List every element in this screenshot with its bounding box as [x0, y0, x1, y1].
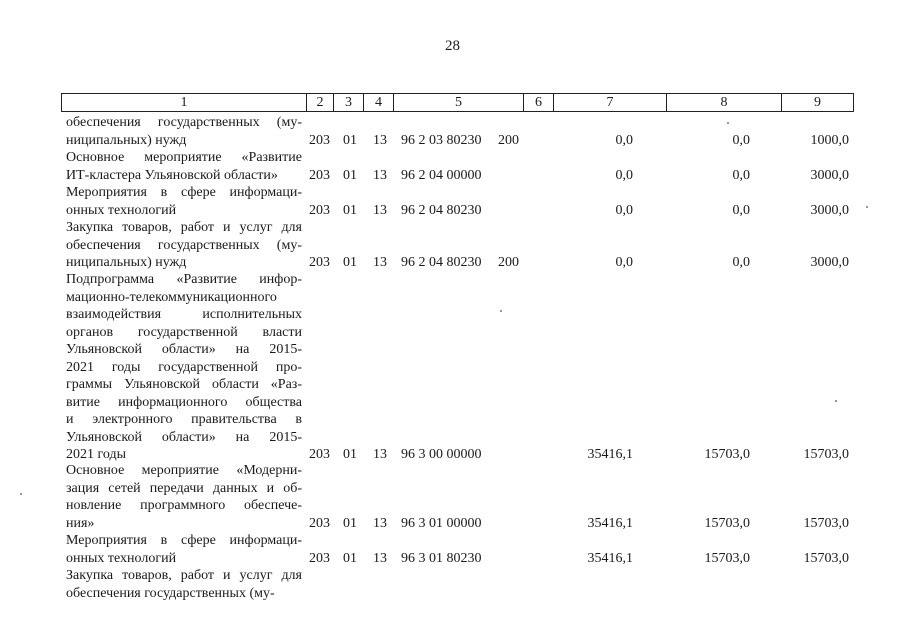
column-header: 5 — [394, 94, 524, 112]
amount-2019: 0,0 — [615, 255, 633, 270]
amount-2021: 3000,0 — [810, 202, 849, 218]
column-header-row — [62, 94, 854, 112]
target-article: 96 3 01 80230 — [401, 550, 482, 566]
amount-2020: 0,0 — [732, 132, 750, 148]
description-line: ИТ-кластера Ульяновской области» — [66, 167, 278, 183]
row-description — [66, 114, 302, 149]
description-line: обеспечения государственных (му- — [66, 115, 302, 130]
admin-code: 203 — [309, 550, 330, 566]
row-description — [66, 149, 302, 184]
row-description — [66, 462, 302, 532]
description-line: органов государственной власти — [66, 324, 302, 340]
description-line: зация сетей передачи данных и об- — [66, 480, 302, 496]
target-article: 96 2 04 00000 — [401, 167, 482, 183]
section-code: 01 — [343, 132, 357, 148]
scan-speck — [727, 122, 729, 124]
target-article: 96 2 04 80230 — [401, 202, 482, 218]
target-article: 96 3 01 00000 — [401, 515, 482, 531]
target-article: 96 3 00 00000 — [401, 447, 482, 462]
description-line: Мероприятия в сфере информаци- — [66, 533, 302, 548]
description-line: Ульяновской области» на 2015- — [66, 342, 302, 357]
subsection-code: 13 — [373, 132, 387, 148]
column-header: 3 — [334, 94, 364, 112]
column-header: 9 — [782, 94, 854, 112]
subsection-code: 13 — [373, 515, 387, 531]
section-code: 01 — [343, 255, 357, 270]
description-line: ниципальных) нужд — [66, 132, 187, 148]
amount-2021: 15703,0 — [803, 515, 849, 531]
description-line: Закупка товаров, работ и услуг для — [66, 568, 302, 583]
admin-code: 203 — [309, 132, 330, 148]
description-line: новление программного обеспече- — [66, 498, 302, 513]
amount-2019: 35416,1 — [587, 550, 633, 566]
description-line: 2021 годы государственной про- — [66, 359, 302, 375]
expense-type: 200 — [498, 255, 519, 270]
subsection-code: 13 — [373, 202, 387, 218]
description-line: и электронного правительства в — [66, 412, 302, 427]
description-line: обеспечения государственных (му- — [66, 237, 302, 253]
amount-2020: 0,0 — [732, 167, 750, 183]
admin-code: 203 — [309, 202, 330, 218]
amount-2019: 0,0 — [615, 202, 633, 218]
description-line: Основное мероприятие «Развитие — [66, 150, 302, 165]
admin-code: 203 — [309, 447, 330, 462]
description-line: Мероприятия в сфере информаци- — [66, 185, 302, 200]
target-article: 96 2 04 80230 — [401, 255, 482, 270]
description-line: онных технологий — [66, 550, 177, 566]
amount-2019: 0,0 — [615, 132, 633, 148]
amount-2021: 15703,0 — [803, 447, 849, 462]
amount-2020: 0,0 — [732, 202, 750, 218]
amount-2020: 15703,0 — [704, 447, 750, 462]
description-line: мационно-телекоммуникационного — [66, 289, 277, 305]
column-header: 1 — [62, 94, 307, 112]
column-header: 2 — [307, 94, 334, 112]
row-description — [66, 532, 302, 567]
amount-2021: 3000,0 — [810, 167, 849, 183]
target-article: 96 2 03 80230 — [401, 132, 482, 148]
subsection-code: 13 — [373, 255, 387, 270]
column-header: 7 — [554, 94, 667, 112]
amount-2020: 0,0 — [732, 255, 750, 270]
subsection-code: 13 — [373, 550, 387, 566]
subsection-code: 13 — [373, 167, 387, 183]
amount-2019: 0,0 — [615, 167, 633, 183]
section-code: 01 — [343, 550, 357, 566]
admin-code: 203 — [309, 515, 330, 531]
description-line: витие информационного общества — [66, 394, 302, 410]
expense-type: 200 — [498, 132, 519, 148]
scan-speck — [500, 310, 502, 312]
description-line: Основное мероприятие «Модерни- — [66, 463, 302, 478]
section-code: 01 — [343, 447, 357, 462]
description-line: Подпрограмма «Развитие инфор- — [66, 272, 302, 287]
amount-2019: 35416,1 — [587, 447, 633, 462]
scan-speck — [20, 493, 22, 495]
admin-code: 203 — [309, 255, 330, 270]
row-description — [66, 184, 302, 219]
amount-2020: 15703,0 — [704, 550, 750, 566]
amount-2019: 35416,1 — [587, 515, 633, 531]
amount-2021: 3000,0 — [810, 255, 849, 270]
section-code: 01 — [343, 202, 357, 218]
description-line: онных технологий — [66, 202, 177, 218]
description-line: обеспечения государственных (му- — [66, 585, 275, 601]
description-line: ния» — [66, 515, 95, 531]
amount-2021: 15703,0 — [803, 550, 849, 566]
admin-code: 203 — [309, 167, 330, 183]
description-line: ниципальных) нужд — [66, 255, 187, 270]
column-header: 8 — [667, 94, 782, 112]
description-line: взаимодействия исполнительных — [66, 307, 302, 322]
column-header: 6 — [524, 94, 554, 112]
row-description — [66, 271, 302, 464]
page-number: 28 — [445, 38, 460, 54]
scan-speck — [835, 400, 837, 402]
amount-2020: 15703,0 — [704, 515, 750, 531]
column-header-table — [61, 93, 854, 112]
description-line: граммы Ульяновской области «Раз- — [66, 377, 302, 392]
description-line: Ульяновской области» на 2015- — [66, 429, 302, 445]
description-line: Закупка товаров, работ и услуг для — [66, 220, 302, 235]
section-code: 01 — [343, 167, 357, 183]
row-description — [66, 567, 302, 602]
section-code: 01 — [343, 515, 357, 531]
scan-speck — [866, 206, 868, 208]
amount-2021: 1000,0 — [810, 132, 849, 148]
subsection-code: 13 — [373, 447, 387, 462]
row-description — [66, 219, 302, 272]
column-header: 4 — [364, 94, 394, 112]
description-line: 2021 годы — [66, 447, 127, 462]
